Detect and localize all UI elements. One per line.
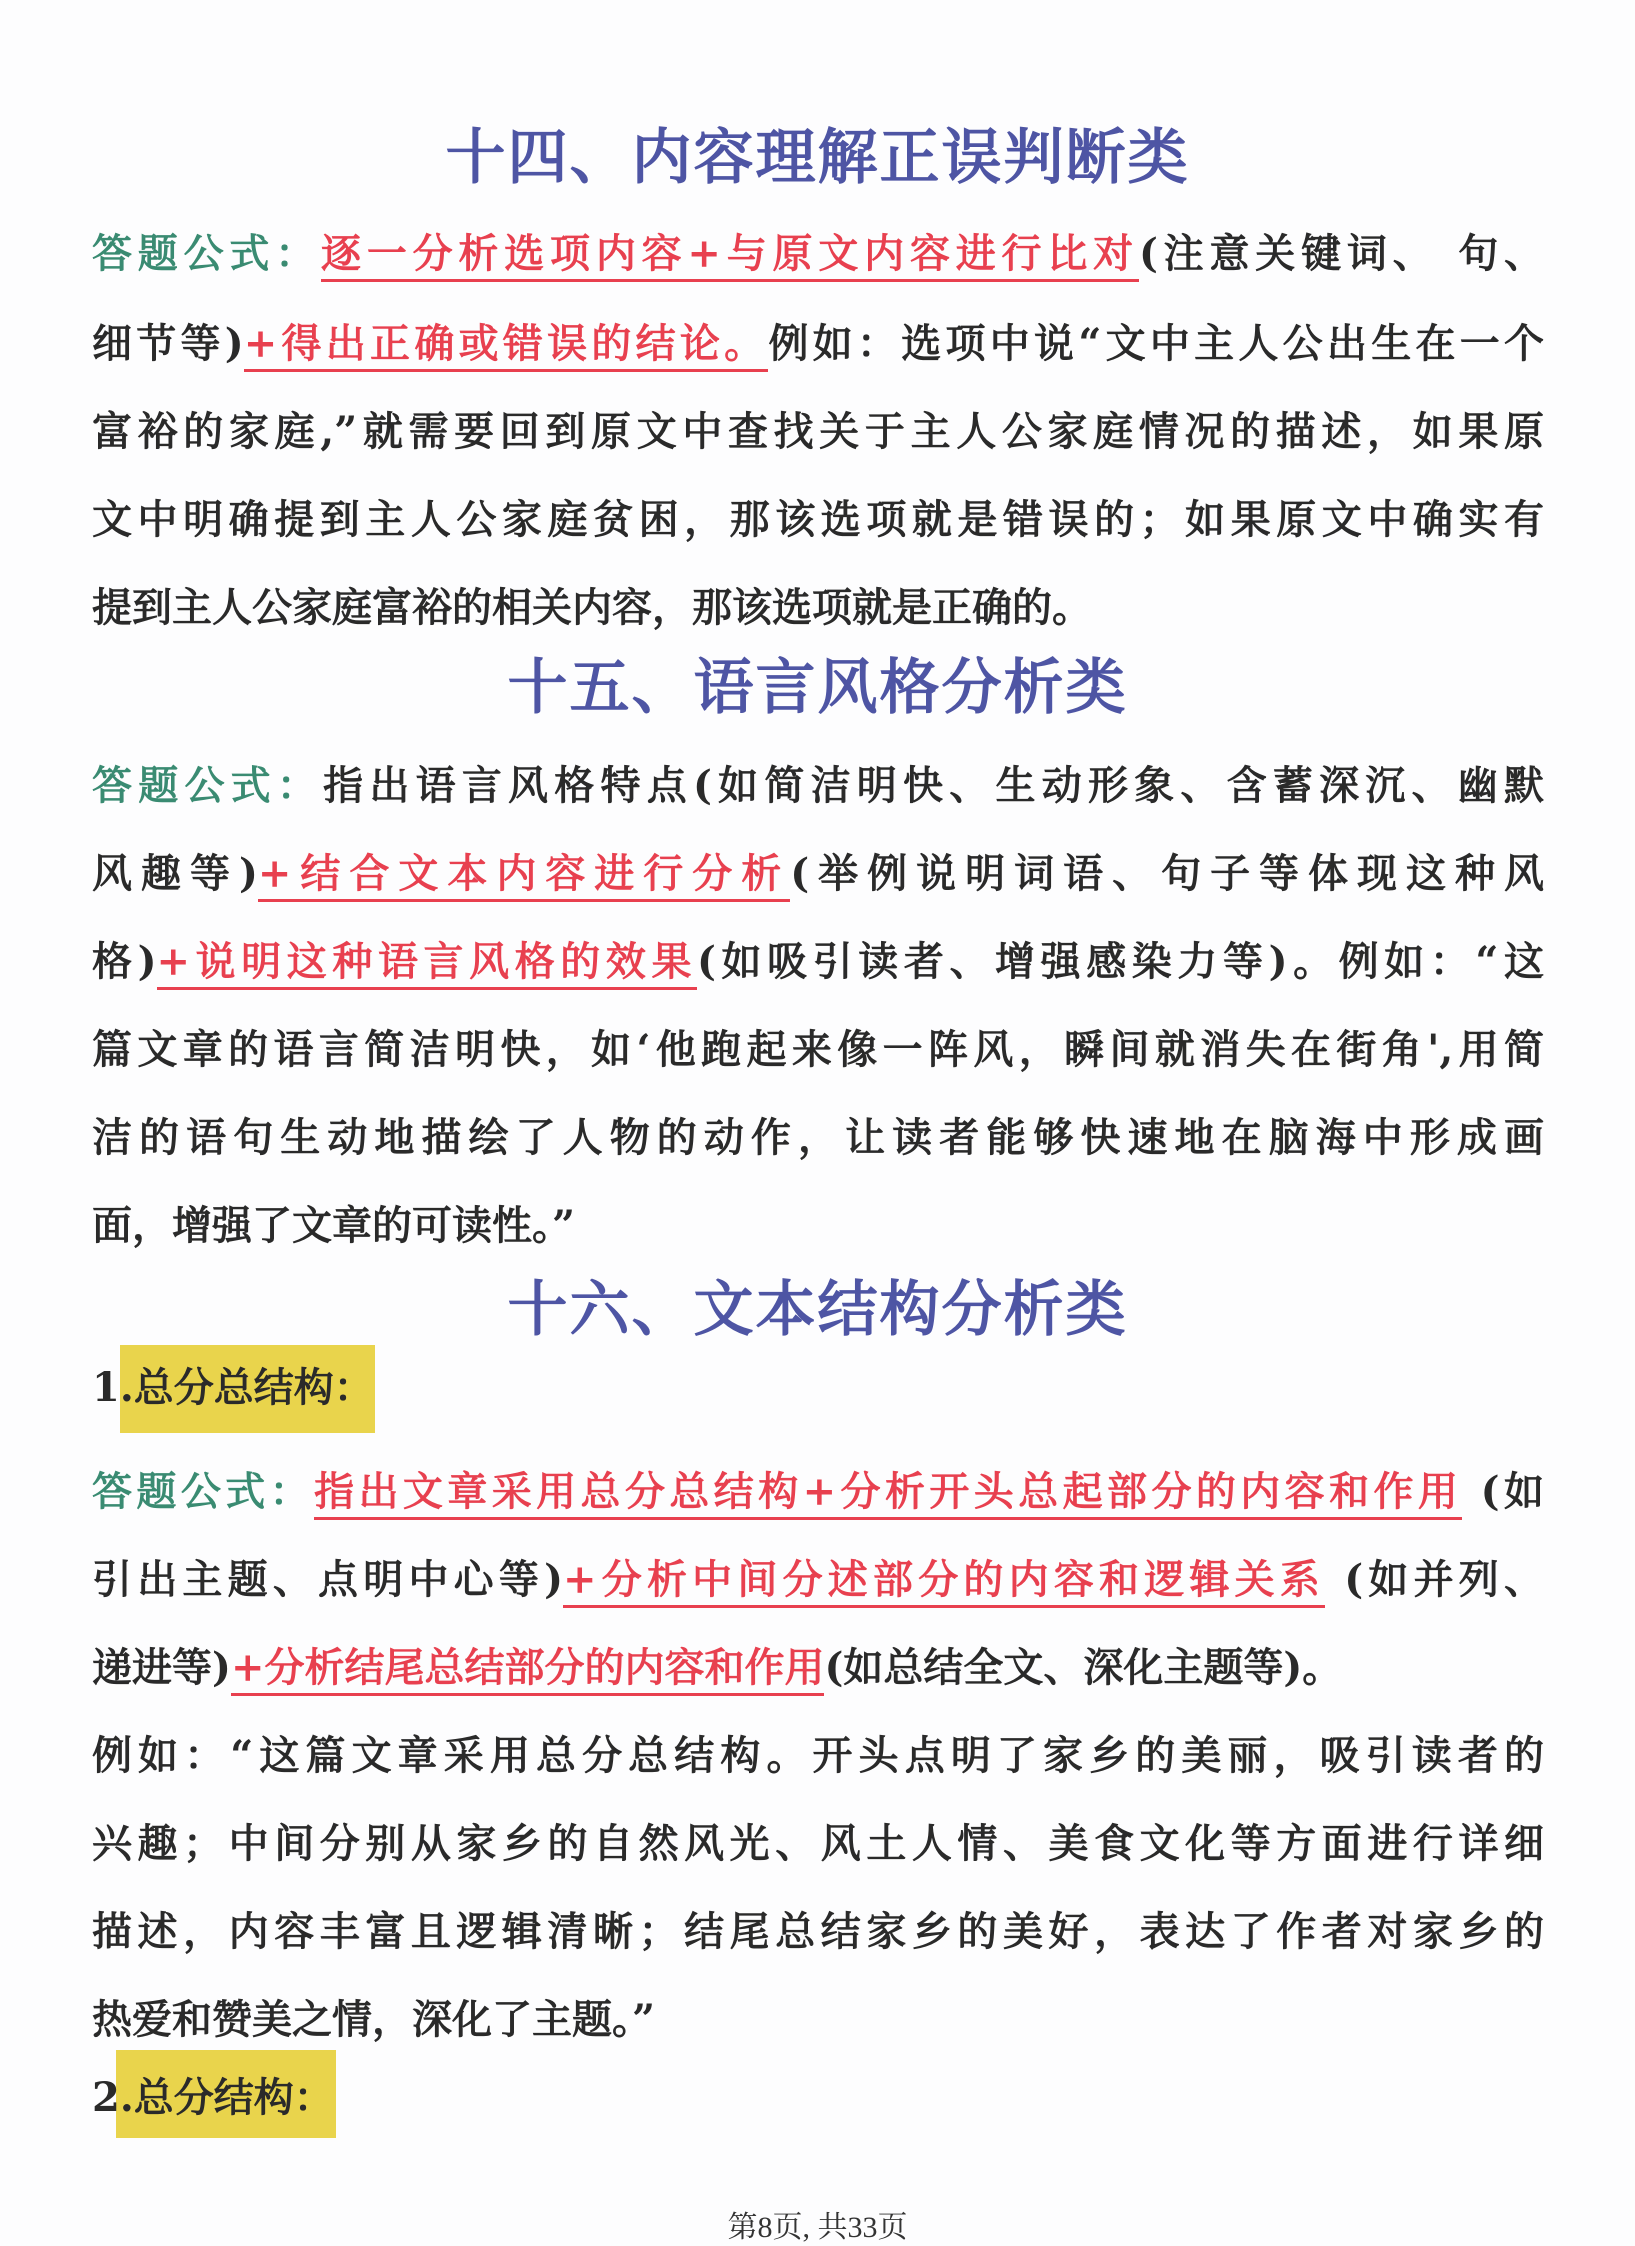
formula-label: 答题公式： [92, 1468, 315, 1515]
body-text: (注意关键词、 句、 [1138, 230, 1545, 277]
section-title-14: 十四、内容理解正误判断类 [445, 123, 1190, 193]
formula-step: +说明这种语言风格的效果 [157, 938, 698, 990]
body-text: 引出主题、点明中心等) [92, 1556, 564, 1603]
text-line [92, 1730, 1544, 1782]
body-text: 风趣等) [92, 850, 258, 897]
text-line [92, 406, 1544, 458]
subheading-1: 1.总分总结构： [92, 1364, 374, 1411]
formula-step: +分析中间分述部分的内容和逻辑关系 [563, 1556, 1325, 1608]
body-text: 兴趣；中间分别从家乡的自然风光、风土人情、美食文化等方面进行详细 [92, 1820, 1544, 1867]
body-text: 递进等) [92, 1644, 231, 1691]
body-text: 例如：“这篇文章采用总分总结构。开头点明了家乡的美丽，吸引读者的 [92, 1732, 1544, 1779]
text-line [92, 848, 1544, 900]
body-text: (如 [1462, 1468, 1545, 1515]
text-line [92, 1554, 1544, 1606]
body-text: 热爱和赞美之情，深化了主题。” [92, 1996, 656, 2043]
body-text: 洁的语句生动地描绘了人物的动作，让读者能够快速地在脑海中形成画 [92, 1114, 1544, 1161]
text-line [92, 228, 1544, 280]
text-line [92, 1818, 1544, 1870]
formula-step: +分析结尾总结部分的内容和作用 [231, 1644, 825, 1696]
page-number: 第8页, 共33页 [727, 2211, 908, 2244]
text-line [92, 1024, 1544, 1076]
text-line [92, 760, 1544, 812]
body-text: 篇文章的语言简洁明快，如‘他跑起来像一阵风，瞬间就消失在街角',用简 [92, 1026, 1544, 1073]
text-line [92, 1200, 1544, 1252]
body-text: 格) [92, 938, 157, 985]
formula-step: +得出正确或错误的结论。 [244, 320, 769, 372]
text-line [92, 494, 1544, 546]
subheading-2: 2.总分结构： [92, 2074, 334, 2121]
text-line [92, 318, 1544, 370]
body-text: 指出语言风格特点(如简洁明快、生动形象、含蓄深沉、幽默 [323, 762, 1544, 809]
text-line [92, 1466, 1544, 1518]
body-text: 富裕的家庭,”就需要回到原文中查找关于主人公家庭情况的描述，如果原 [92, 408, 1544, 455]
text-line [92, 582, 1544, 634]
body-text: (如吸引读者、增强感染力等)。例如：“这 [697, 938, 1545, 985]
text-line [92, 1906, 1544, 1958]
section-title-15: 十五、语言风格分析类 [507, 653, 1128, 723]
body-text: 提到主人公家庭富裕的相关内容，那该选项就是正确的。 [92, 584, 1092, 631]
body-text: 文中明确提到主人公家庭贫困，那该选项就是错误的；如果原文中确实有 [92, 496, 1544, 543]
body-text: (如总结全文、深化主题等)。 [824, 1644, 1343, 1691]
text-line [92, 1994, 1544, 2046]
body-text: 面，增强了文章的可读性。” [92, 1202, 576, 1249]
body-text: 描述，内容丰富且逻辑清晰；结尾总结家乡的美好，表达了作者对家乡的 [92, 1908, 1544, 1955]
section-title-16: 十六、文本结构分析类 [507, 1275, 1128, 1345]
body-text: 细节等) [92, 320, 244, 367]
body-text: (如并列、 [1325, 1556, 1544, 1603]
text-line [92, 1112, 1544, 1164]
body-text: (举例说明词语、句子等体现这种风 [790, 850, 1544, 897]
text-line [92, 1642, 1544, 1694]
formula-step: +结合文本内容进行分析 [258, 850, 790, 902]
formula-label: 答题公式： [92, 230, 322, 277]
formula-step: 指出文章采用总分总结构+分析开头总起部分的内容和作用 [314, 1468, 1462, 1520]
formula-label: 答题公式： [92, 762, 324, 809]
text-line [92, 936, 1544, 988]
formula-step: 逐一分析选项内容+与原文内容进行比对 [321, 230, 1139, 282]
body-text: 例如：选项中说“文中主人公出生在一个 [768, 320, 1544, 367]
